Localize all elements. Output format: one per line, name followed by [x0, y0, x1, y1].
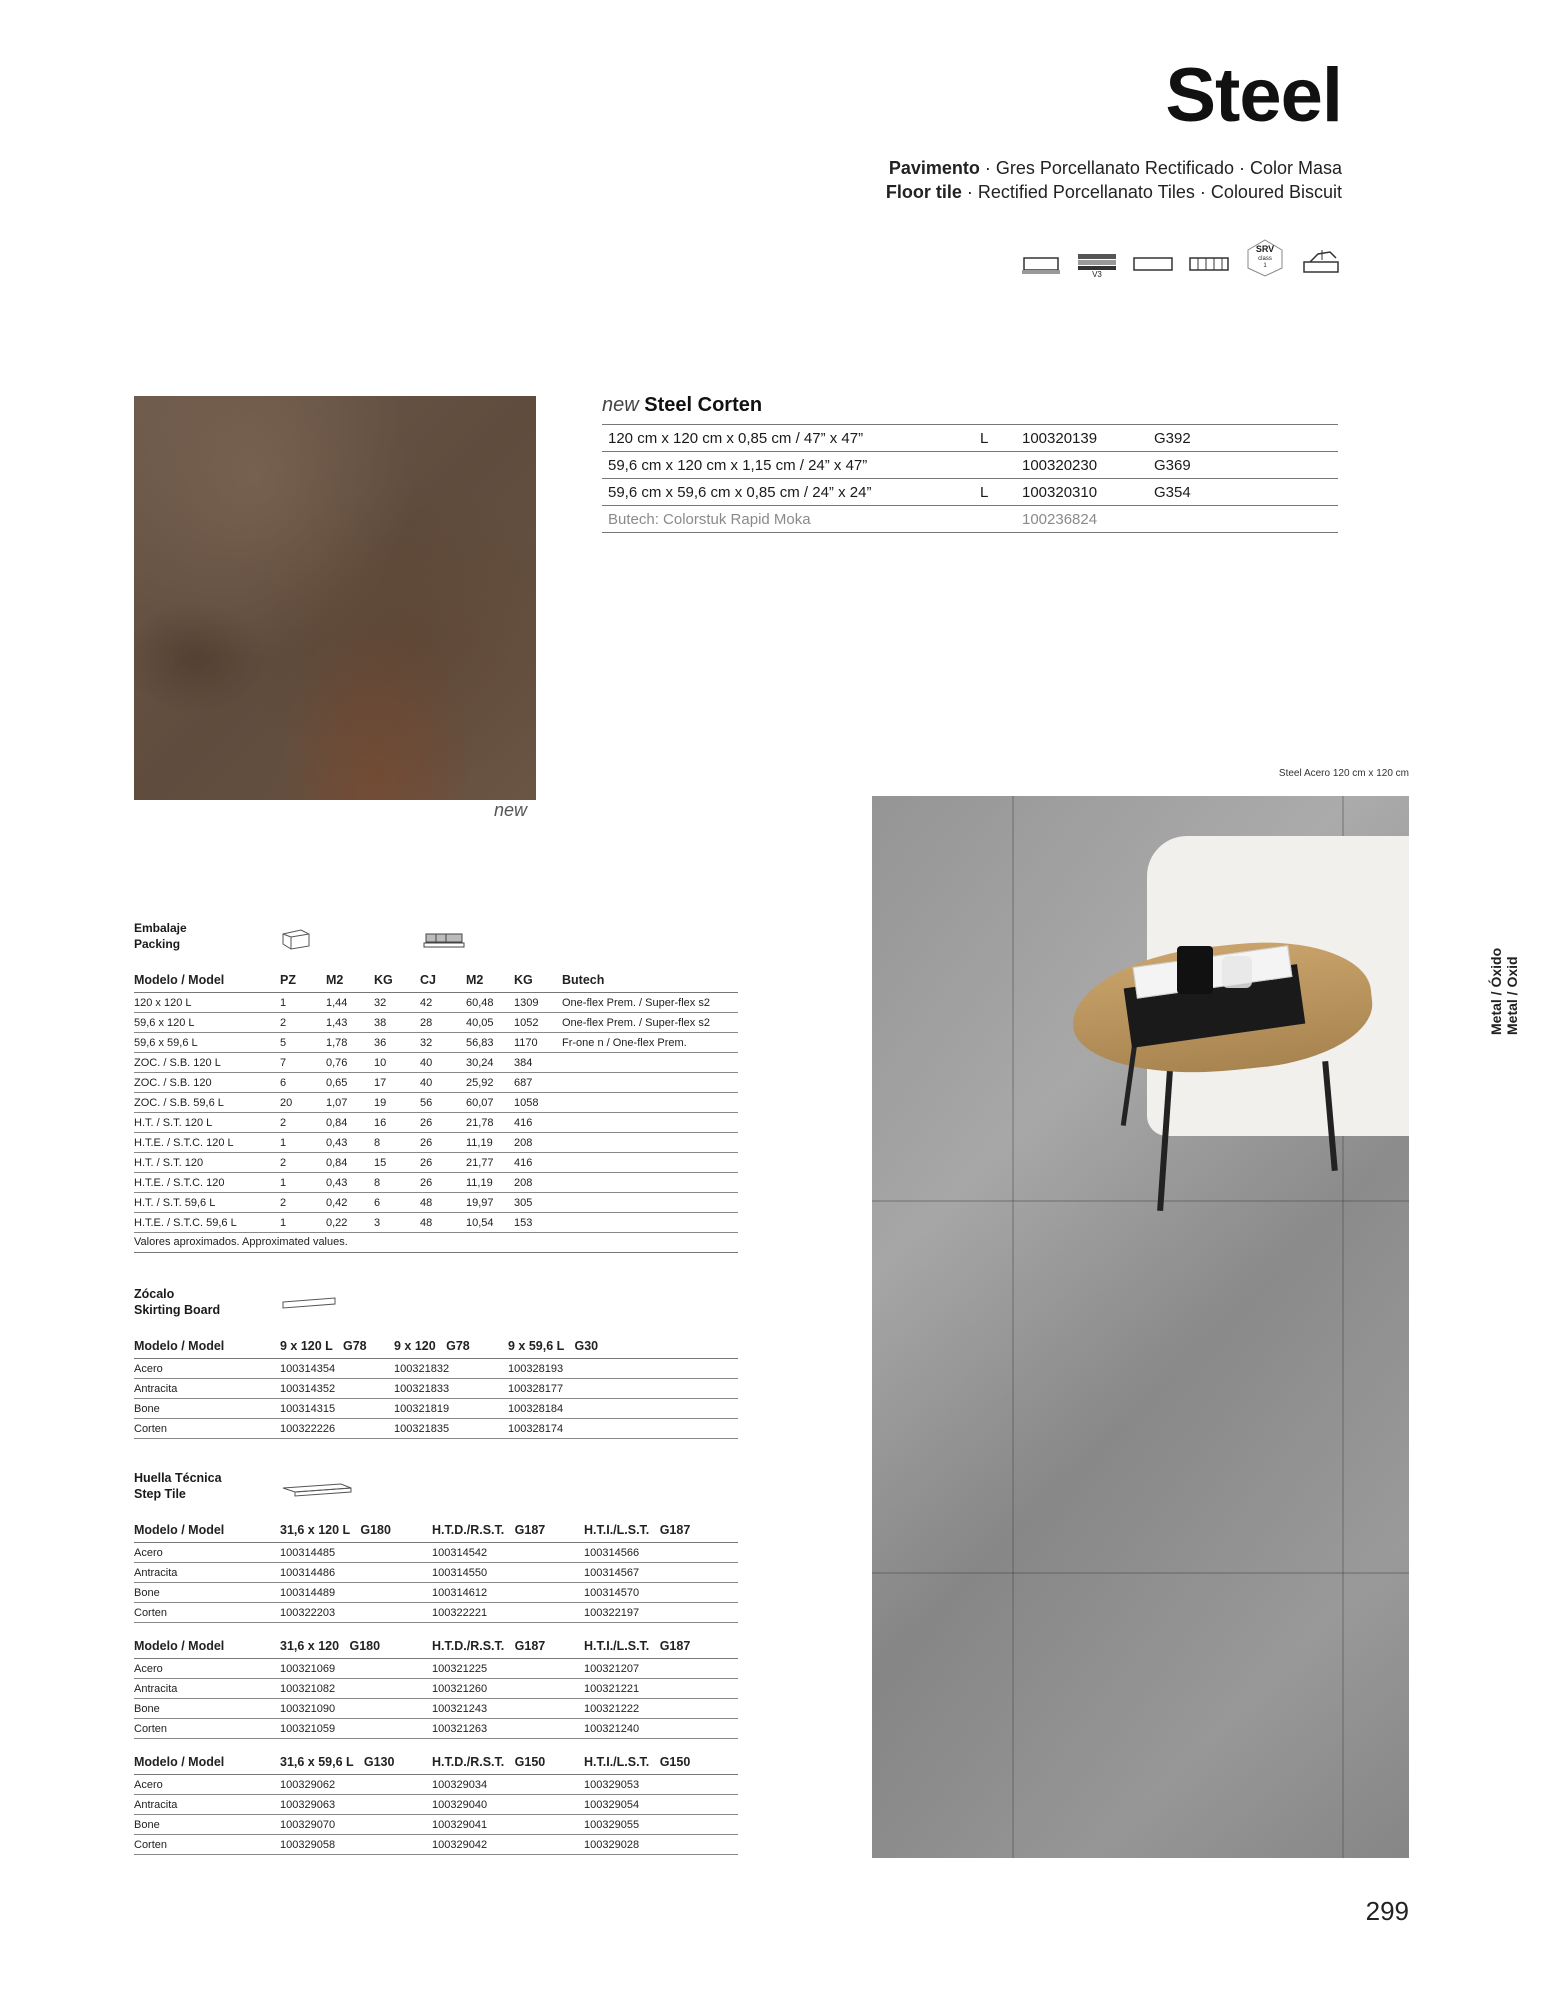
- table-cell: 1052: [514, 1013, 562, 1033]
- table-row: [134, 1073, 738, 1093]
- table-cell: 60,07: [466, 1093, 514, 1113]
- table-cell: 17: [374, 1073, 420, 1093]
- table-row: [134, 1835, 738, 1855]
- table-cell: 100314542: [432, 1543, 584, 1563]
- col-header: 31,6 x 120 L G180: [280, 1518, 432, 1543]
- col-header: 9 x 120 G78: [394, 1334, 508, 1359]
- table-cell: 100321243: [432, 1699, 584, 1719]
- table-row: [602, 452, 1338, 479]
- table-cell: 8: [374, 1133, 420, 1153]
- size-cell: 120 cm x 120 cm x 0,85 cm / 47” x 47”: [602, 425, 974, 452]
- table-cell: Corten: [134, 1603, 280, 1623]
- table-cell: 1: [280, 1173, 326, 1193]
- tile-seam: [872, 1572, 1409, 1574]
- table-row: [134, 1359, 738, 1379]
- table-cell: 100314612: [432, 1583, 584, 1603]
- table-cell: 100321260: [432, 1679, 584, 1699]
- table-cell: ZOC. / S.B. 59,6 L: [134, 1093, 280, 1113]
- table-cell: 100328184: [508, 1399, 738, 1419]
- table-cell: [562, 1153, 738, 1173]
- table-cell: 100329042: [432, 1835, 584, 1855]
- candle: [1177, 946, 1213, 994]
- table-row: [134, 1033, 738, 1053]
- table-cell: Antracita: [134, 1379, 280, 1399]
- page-number: 299: [1365, 1896, 1409, 1926]
- step-body-3: [134, 1775, 738, 1855]
- table-cell: [562, 1213, 738, 1233]
- table-cell: 0,84: [326, 1153, 374, 1173]
- skirting-table: [134, 1334, 738, 1439]
- table-cell: 1,44: [326, 993, 374, 1013]
- side-label-es: Metal / Óxido: [1488, 947, 1504, 1035]
- table-cell: 100329053: [584, 1775, 738, 1795]
- table-cell: 56: [420, 1093, 466, 1113]
- table-cell: Bone: [134, 1399, 280, 1419]
- table-cell: 38: [374, 1013, 420, 1033]
- table-cell: 1,78: [326, 1033, 374, 1053]
- table-cell: 6: [374, 1193, 420, 1213]
- col-header: H.T.D./R.S.T. G187: [432, 1518, 584, 1543]
- table-row: [134, 1775, 738, 1795]
- packing-table: [134, 968, 738, 1233]
- subtitle-en-rest: · Rectified Porcellanato Tiles · Coloured Biscuit: [961, 182, 1342, 202]
- code-cell: 100320139: [1016, 425, 1148, 452]
- table-row: [134, 1795, 738, 1815]
- table-cell: 100329070: [280, 1815, 432, 1835]
- skirting-body: [134, 1359, 738, 1439]
- table-cell: 384: [514, 1053, 562, 1073]
- tile-seam: [872, 1200, 1409, 1202]
- table-cell: Acero: [134, 1659, 280, 1679]
- table-cell: 120 x 120 L: [134, 993, 280, 1013]
- svg-text:1: 1: [1263, 263, 1267, 269]
- table-cell: 100321069: [280, 1659, 432, 1679]
- table-cell: 16: [374, 1113, 420, 1133]
- table-cell: 15: [374, 1153, 420, 1173]
- packing-label: [134, 920, 187, 952]
- table-cell: [562, 1113, 738, 1133]
- col-header: H.T.I./L.S.T. G187: [584, 1634, 738, 1659]
- table-cell: 10,54: [466, 1213, 514, 1233]
- col-header: CJ: [420, 968, 466, 993]
- col-header: Modelo / Model: [134, 1518, 280, 1543]
- step-body-2: [134, 1659, 738, 1739]
- table-cell: 416: [514, 1153, 562, 1173]
- table-cell: Acero: [134, 1543, 280, 1563]
- group-cell: [1148, 506, 1338, 533]
- table-cell: Corten: [134, 1419, 280, 1439]
- table-row: [134, 1213, 738, 1233]
- table-cell: 48: [420, 1213, 466, 1233]
- step-label: [134, 1470, 222, 1502]
- table-cell: Corten: [134, 1719, 280, 1739]
- table-cell: 59,6 x 120 L: [134, 1013, 280, 1033]
- frost-resistance-icon: [1300, 248, 1342, 278]
- table-cell: 6: [280, 1073, 326, 1093]
- slip-resistance-icon: [1244, 238, 1286, 278]
- table-cell: 208: [514, 1173, 562, 1193]
- table-cell: ZOC. / S.B. 120: [134, 1073, 280, 1093]
- new-label: new: [602, 394, 639, 416]
- table-cell: 21,78: [466, 1113, 514, 1133]
- table-row: [134, 1173, 738, 1193]
- step-label-es: Huella Técnica: [134, 1471, 222, 1485]
- svg-text:class: class: [1258, 256, 1272, 262]
- table-row: [602, 506, 1338, 533]
- col-header: H.T.I./L.S.T. G150: [584, 1750, 738, 1775]
- table-cell: [562, 1073, 738, 1093]
- table-cell: Acero: [134, 1359, 280, 1379]
- shade-variation-icon: [1076, 248, 1118, 278]
- table-cell: 11,19: [466, 1173, 514, 1193]
- page-title: Steel: [1165, 53, 1342, 138]
- table-row: [602, 479, 1338, 506]
- table-cell: 30,24: [466, 1053, 514, 1073]
- table-cell: H.T. / S.T. 120 L: [134, 1113, 280, 1133]
- table-cell: 26: [420, 1173, 466, 1193]
- table-cell: 40: [420, 1053, 466, 1073]
- table-cell: 2: [280, 1153, 326, 1173]
- table-row: [134, 1659, 738, 1679]
- table-cell: 40: [420, 1073, 466, 1093]
- table-cell: 0,76: [326, 1053, 374, 1073]
- table-cell: 100321059: [280, 1719, 432, 1739]
- box-icon: [281, 928, 311, 950]
- table-cell: 60,48: [466, 993, 514, 1013]
- new-tag: new: [494, 800, 528, 820]
- table-cell: 1: [280, 1133, 326, 1153]
- table-cell: 1: [280, 1213, 326, 1233]
- step-table-3: [134, 1750, 738, 1855]
- table-cell: 100321225: [432, 1659, 584, 1679]
- table-row: [134, 1603, 738, 1623]
- col-header: Butech: [562, 968, 738, 993]
- skirting-label-es: Zócalo: [134, 1287, 175, 1301]
- table-cell: 208: [514, 1133, 562, 1153]
- table-cell: Corten: [134, 1835, 280, 1855]
- table-cell: 100328193: [508, 1359, 738, 1379]
- table-cell: 100322221: [432, 1603, 584, 1623]
- table-cell: 0,65: [326, 1073, 374, 1093]
- table-cell: 100314485: [280, 1543, 432, 1563]
- table-row: [134, 1419, 738, 1439]
- step-label-en: Step Tile: [134, 1487, 186, 1501]
- table-cell: 100329028: [584, 1835, 738, 1855]
- flag-cell: [974, 506, 1016, 533]
- table-cell: 100322203: [280, 1603, 432, 1623]
- table-cell: 0,84: [326, 1113, 374, 1133]
- col-header: PZ: [280, 968, 326, 993]
- table-cell: 5: [280, 1033, 326, 1053]
- table-cell: 153: [514, 1213, 562, 1233]
- table-cell: 100314570: [584, 1583, 738, 1603]
- table-header-row: [134, 968, 738, 993]
- table-row: [134, 1193, 738, 1213]
- flag-cell: L: [974, 425, 1016, 452]
- table-cell: 59,6 x 59,6 L: [134, 1033, 280, 1053]
- col-header: Modelo / Model: [134, 968, 280, 993]
- table-row: [134, 1133, 738, 1153]
- table-cell: 3: [374, 1213, 420, 1233]
- table-cell: 100314486: [280, 1563, 432, 1583]
- col-header: M2: [326, 968, 374, 993]
- subtitle-en: [886, 182, 1342, 203]
- table-cell: 100321207: [584, 1659, 738, 1679]
- group-cell: G369: [1148, 452, 1338, 479]
- col-header: H.T.I./L.S.T. G187: [584, 1518, 738, 1543]
- col-header: H.T.D./R.S.T. G187: [432, 1634, 584, 1659]
- table-cell: 28: [420, 1013, 466, 1033]
- table-cell: 100314352: [280, 1379, 394, 1399]
- size-cell: 59,6 cm x 59,6 cm x 0,85 cm / 24” x 24”: [602, 479, 974, 506]
- table-cell: 0,43: [326, 1133, 374, 1153]
- table-cell: 100321082: [280, 1679, 432, 1699]
- table-cell: 687: [514, 1073, 562, 1093]
- table-cell: 100322226: [280, 1419, 394, 1439]
- photo-caption: Steel Acero 120 cm x 120 cm: [1278, 768, 1409, 779]
- table-cell: 100321240: [584, 1719, 738, 1739]
- table-cell: 8: [374, 1173, 420, 1193]
- table-cell: Antracita: [134, 1563, 280, 1583]
- table-cell: H.T.E. / S.T.C. 120: [134, 1173, 280, 1193]
- table-cell: [562, 1133, 738, 1153]
- feature-icons: [1020, 238, 1342, 278]
- table-row: [134, 1013, 738, 1033]
- table-cell: 100321835: [394, 1419, 508, 1439]
- table-row: [134, 1543, 738, 1563]
- corten-name: Steel Corten: [644, 394, 763, 416]
- table-cell: 1: [280, 993, 326, 1013]
- table-cell: [562, 1053, 738, 1073]
- table-cell: 100314315: [280, 1399, 394, 1419]
- step-table-1: [134, 1518, 738, 1623]
- corten-table: [602, 424, 1338, 533]
- table-cell: 2: [280, 1013, 326, 1033]
- col-header: KG: [514, 968, 562, 993]
- table-cell: 1,07: [326, 1093, 374, 1113]
- subtitle-es: [889, 158, 1342, 179]
- table-cell: 42: [420, 993, 466, 1013]
- flag-cell: [974, 452, 1016, 479]
- table-cell: 100321832: [394, 1359, 508, 1379]
- table-cell: 100329063: [280, 1795, 432, 1815]
- side-label: [1488, 948, 1520, 1035]
- table-cell: 56,83: [466, 1033, 514, 1053]
- table-header-row: [134, 1518, 738, 1543]
- table-row: [134, 1379, 738, 1399]
- col-header: 31,6 x 59,6 L G130: [280, 1750, 432, 1775]
- col-header: Modelo / Model: [134, 1634, 280, 1659]
- table-cell: 100328177: [508, 1379, 738, 1399]
- side-label-en: Metal / Oxid: [1504, 956, 1520, 1035]
- table-header-row: [134, 1634, 738, 1659]
- table-row: [134, 1093, 738, 1113]
- table-cell: 2: [280, 1113, 326, 1133]
- approx-note: Valores aproximados. Approximated values.: [134, 1236, 738, 1253]
- table-row: [134, 1053, 738, 1073]
- svg-text:SRV: SRV: [1255, 244, 1275, 254]
- subtitle-es-bold: Pavimento: [888, 158, 980, 178]
- table-cell: 100321090: [280, 1699, 432, 1719]
- table-cell: 416: [514, 1113, 562, 1133]
- table-cell: 48: [420, 1193, 466, 1213]
- table-cell: 100321221: [584, 1679, 738, 1699]
- col-header: Modelo / Model: [134, 1334, 280, 1359]
- table-cell: Bone: [134, 1583, 280, 1603]
- table-cell: [562, 1093, 738, 1113]
- table-cell: 100321833: [394, 1379, 508, 1399]
- col-header: 31,6 x 120 G180: [280, 1634, 432, 1659]
- table-cell: 1309: [514, 993, 562, 1013]
- table-cell: 19: [374, 1093, 420, 1113]
- step-body-1: [134, 1543, 738, 1623]
- table-cell: One-flex Prem. / Super-flex s2: [562, 1013, 738, 1033]
- glass: [1222, 956, 1252, 988]
- code-cell: 100320230: [1016, 452, 1148, 479]
- table-cell: 1170: [514, 1033, 562, 1053]
- table-cell: 0,42: [326, 1193, 374, 1213]
- table-cell: 100329055: [584, 1815, 738, 1835]
- table-row: [134, 1583, 738, 1603]
- table-cell: 100328174: [508, 1419, 738, 1439]
- table-cell: 100329054: [584, 1795, 738, 1815]
- table-cell: H.T.E. / S.T.C. 120 L: [134, 1133, 280, 1153]
- table-row: [134, 1699, 738, 1719]
- wall-icon: [1188, 248, 1230, 278]
- size-cell: 59,6 cm x 120 cm x 1,15 cm / 24” x 47”: [602, 452, 974, 479]
- table-cell: Acero: [134, 1775, 280, 1795]
- table-cell: Bone: [134, 1699, 280, 1719]
- table-cell: H.T. / S.T. 59,6 L: [134, 1193, 280, 1213]
- table-row: [602, 425, 1338, 452]
- table-cell: One-flex Prem. / Super-flex s2: [562, 993, 738, 1013]
- tile-seam: [1012, 796, 1014, 1858]
- table-cell: ZOC. / S.B. 120 L: [134, 1053, 280, 1073]
- table-cell: 26: [420, 1153, 466, 1173]
- table-cell: 100314354: [280, 1359, 394, 1379]
- table-cell: 100314550: [432, 1563, 584, 1583]
- table-row: [134, 1153, 738, 1173]
- table-cell: 100314566: [584, 1543, 738, 1563]
- col-header: Modelo / Model: [134, 1750, 280, 1775]
- table-cell: 11,19: [466, 1133, 514, 1153]
- code-cell: 100236824: [1016, 506, 1148, 533]
- table-cell: 100321222: [584, 1699, 738, 1719]
- room-photo: [872, 796, 1409, 1858]
- table-cell: H.T. / S.T. 120: [134, 1153, 280, 1173]
- pallet-icon: [422, 930, 466, 950]
- skirting-label-en: Skirting Board: [134, 1303, 221, 1317]
- table-cell: [562, 1173, 738, 1193]
- table-cell: Antracita: [134, 1679, 280, 1699]
- table-cell: 100329062: [280, 1775, 432, 1795]
- flag-cell: L: [974, 479, 1016, 506]
- packing-label-en: Packing: [134, 937, 181, 951]
- table-cell: 7: [280, 1053, 326, 1073]
- table-row: [134, 1563, 738, 1583]
- table-cell: 21,77: [466, 1153, 514, 1173]
- col-header: KG: [374, 968, 420, 993]
- size-cell: Butech: Colorstuk Rapid Moka: [602, 506, 974, 533]
- col-header: 9 x 120 L G78: [280, 1334, 394, 1359]
- table-cell: 32: [374, 993, 420, 1013]
- table-cell: 100314489: [280, 1583, 432, 1603]
- table-cell: H.T.E. / S.T.C. 59,6 L: [134, 1213, 280, 1233]
- table-cell: 26: [420, 1133, 466, 1153]
- table-cell: 100329041: [432, 1815, 584, 1835]
- col-header: H.T.D./R.S.T. G150: [432, 1750, 584, 1775]
- table-cell: 100314567: [584, 1563, 738, 1583]
- table-cell: Bone: [134, 1815, 280, 1835]
- step-table-2: [134, 1634, 738, 1739]
- corten-swatch: [134, 396, 536, 800]
- table-cell: 100322197: [584, 1603, 738, 1623]
- v3-label: V3: [1092, 270, 1102, 278]
- table-header-row: [134, 1750, 738, 1775]
- table-cell: 100321819: [394, 1399, 508, 1419]
- table-row: [134, 1719, 738, 1739]
- step-tile-icon: [281, 1480, 353, 1498]
- table-cell: 10: [374, 1053, 420, 1073]
- table-cell: 36: [374, 1033, 420, 1053]
- table-cell: 26: [420, 1113, 466, 1133]
- table-cell: 100329034: [432, 1775, 584, 1795]
- table-cell: 100329058: [280, 1835, 432, 1855]
- table-cell: Fr-one n / One-flex Prem.: [562, 1033, 738, 1053]
- subtitle-es-rest: · Gres Porcellanato Rectificado · Color Masa: [979, 158, 1342, 178]
- table-cell: 2: [280, 1193, 326, 1213]
- table-cell: 40,05: [466, 1013, 514, 1033]
- packing-label-es: Embalaje: [134, 921, 187, 935]
- table-cell: Antracita: [134, 1795, 280, 1815]
- col-header: 9 x 59,6 L G30: [508, 1334, 738, 1359]
- code-cell: 100320310: [1016, 479, 1148, 506]
- table-cell: 19,97: [466, 1193, 514, 1213]
- table-cell: 305: [514, 1193, 562, 1213]
- table-row: [134, 1679, 738, 1699]
- col-header: M2: [466, 968, 514, 993]
- floor-tile-icon: [1020, 248, 1062, 278]
- rectified-icon: [1132, 248, 1174, 278]
- table-row: [134, 993, 738, 1013]
- table-cell: 1058: [514, 1093, 562, 1113]
- table-cell: [562, 1193, 738, 1213]
- packing-body: [134, 993, 738, 1233]
- table-cell: 100321263: [432, 1719, 584, 1739]
- table-cell: 25,92: [466, 1073, 514, 1093]
- skirting-icon: [281, 1296, 337, 1310]
- table-row: [134, 1815, 738, 1835]
- table-cell: 20: [280, 1093, 326, 1113]
- subtitle-en-bold: Floor tile: [885, 182, 962, 202]
- table-row: [134, 1113, 738, 1133]
- group-cell: G392: [1148, 425, 1338, 452]
- table-cell: 1,43: [326, 1013, 374, 1033]
- skirting-label: [134, 1286, 220, 1318]
- table-header-row: [134, 1334, 738, 1359]
- table-cell: 0,22: [326, 1213, 374, 1233]
- table-cell: 32: [420, 1033, 466, 1053]
- table-cell: 0,43: [326, 1173, 374, 1193]
- group-cell: G354: [1148, 479, 1338, 506]
- table-cell: 100329040: [432, 1795, 584, 1815]
- corten-heading: [602, 394, 762, 417]
- table-row: [134, 1399, 738, 1419]
